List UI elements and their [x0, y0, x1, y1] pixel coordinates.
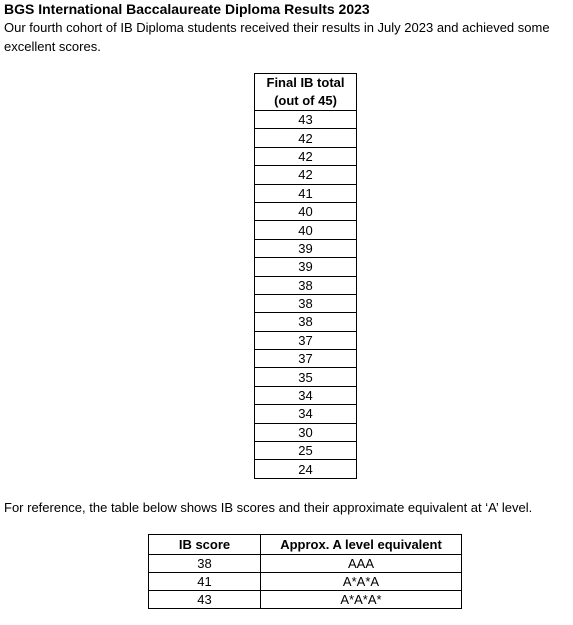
- results-column-header: [255, 74, 357, 111]
- results-table: [254, 73, 357, 479]
- table-row: [255, 239, 357, 257]
- equivalence-header-row: [149, 535, 462, 555]
- table-row: [149, 555, 462, 573]
- table-row: [255, 460, 357, 478]
- table-row: [255, 202, 357, 220]
- score-cell: 38: [255, 313, 357, 331]
- equivalence-table: [148, 534, 462, 609]
- score-cell: 43: [255, 111, 357, 129]
- table-row: [255, 294, 357, 312]
- score-cell: 39: [255, 258, 357, 276]
- ib-score-cell: 43: [149, 591, 261, 609]
- table-row: [255, 147, 357, 165]
- score-cell: 42: [255, 147, 357, 165]
- score-cell: 42: [255, 166, 357, 184]
- score-cell: 38: [255, 276, 357, 294]
- table-row: [255, 331, 357, 349]
- table-row: [255, 313, 357, 331]
- score-cell: 37: [255, 331, 357, 349]
- ib-score-column-header: IB score: [149, 535, 261, 555]
- table-row: [149, 591, 462, 609]
- table-row: [255, 276, 357, 294]
- score-cell: 37: [255, 350, 357, 368]
- a-level-cell: AAA: [261, 555, 462, 573]
- intro-paragraph: Our fourth cohort of IB Diploma students received their results in July 2023 and achieved some excellent scores.: [4, 20, 550, 54]
- table-row: [255, 111, 357, 129]
- score-cell: 25: [255, 442, 357, 460]
- reference-note: For reference, the table below shows IB scores and their approximate equivalent at ‘A’ level.: [4, 500, 533, 515]
- score-cell: 35: [255, 368, 357, 386]
- score-cell: 30: [255, 423, 357, 441]
- results-header-line1: Final IB total: [266, 75, 345, 90]
- table-row: [255, 258, 357, 276]
- table-row: [255, 166, 357, 184]
- table-row: [255, 442, 357, 460]
- results-header-line2: (out of 45): [274, 93, 337, 108]
- table-row: [255, 221, 357, 239]
- ib-score-cell: 41: [149, 573, 261, 591]
- table-row: [255, 368, 357, 386]
- a-level-cell: A*A*A*: [261, 591, 462, 609]
- score-cell: 40: [255, 202, 357, 220]
- table-row: [255, 350, 357, 368]
- score-cell: 41: [255, 184, 357, 202]
- table-row: [255, 184, 357, 202]
- score-cell: 34: [255, 405, 357, 423]
- score-cell: 34: [255, 386, 357, 404]
- results-table-header-row: [255, 74, 357, 111]
- score-cell: 38: [255, 294, 357, 312]
- table-row: [255, 405, 357, 423]
- score-cell: 42: [255, 129, 357, 147]
- table-row: [149, 573, 462, 591]
- score-cell: 39: [255, 239, 357, 257]
- a-level-cell: A*A*A: [261, 573, 462, 591]
- table-row: [255, 423, 357, 441]
- page-title: BGS International Baccalaureate Diploma Results 2023: [4, 1, 370, 17]
- a-level-column-header: Approx. A level equivalent: [261, 535, 462, 555]
- score-cell: 40: [255, 221, 357, 239]
- ib-score-cell: 38: [149, 555, 261, 573]
- score-cell: 24: [255, 460, 357, 478]
- table-row: [255, 386, 357, 404]
- table-row: [255, 129, 357, 147]
